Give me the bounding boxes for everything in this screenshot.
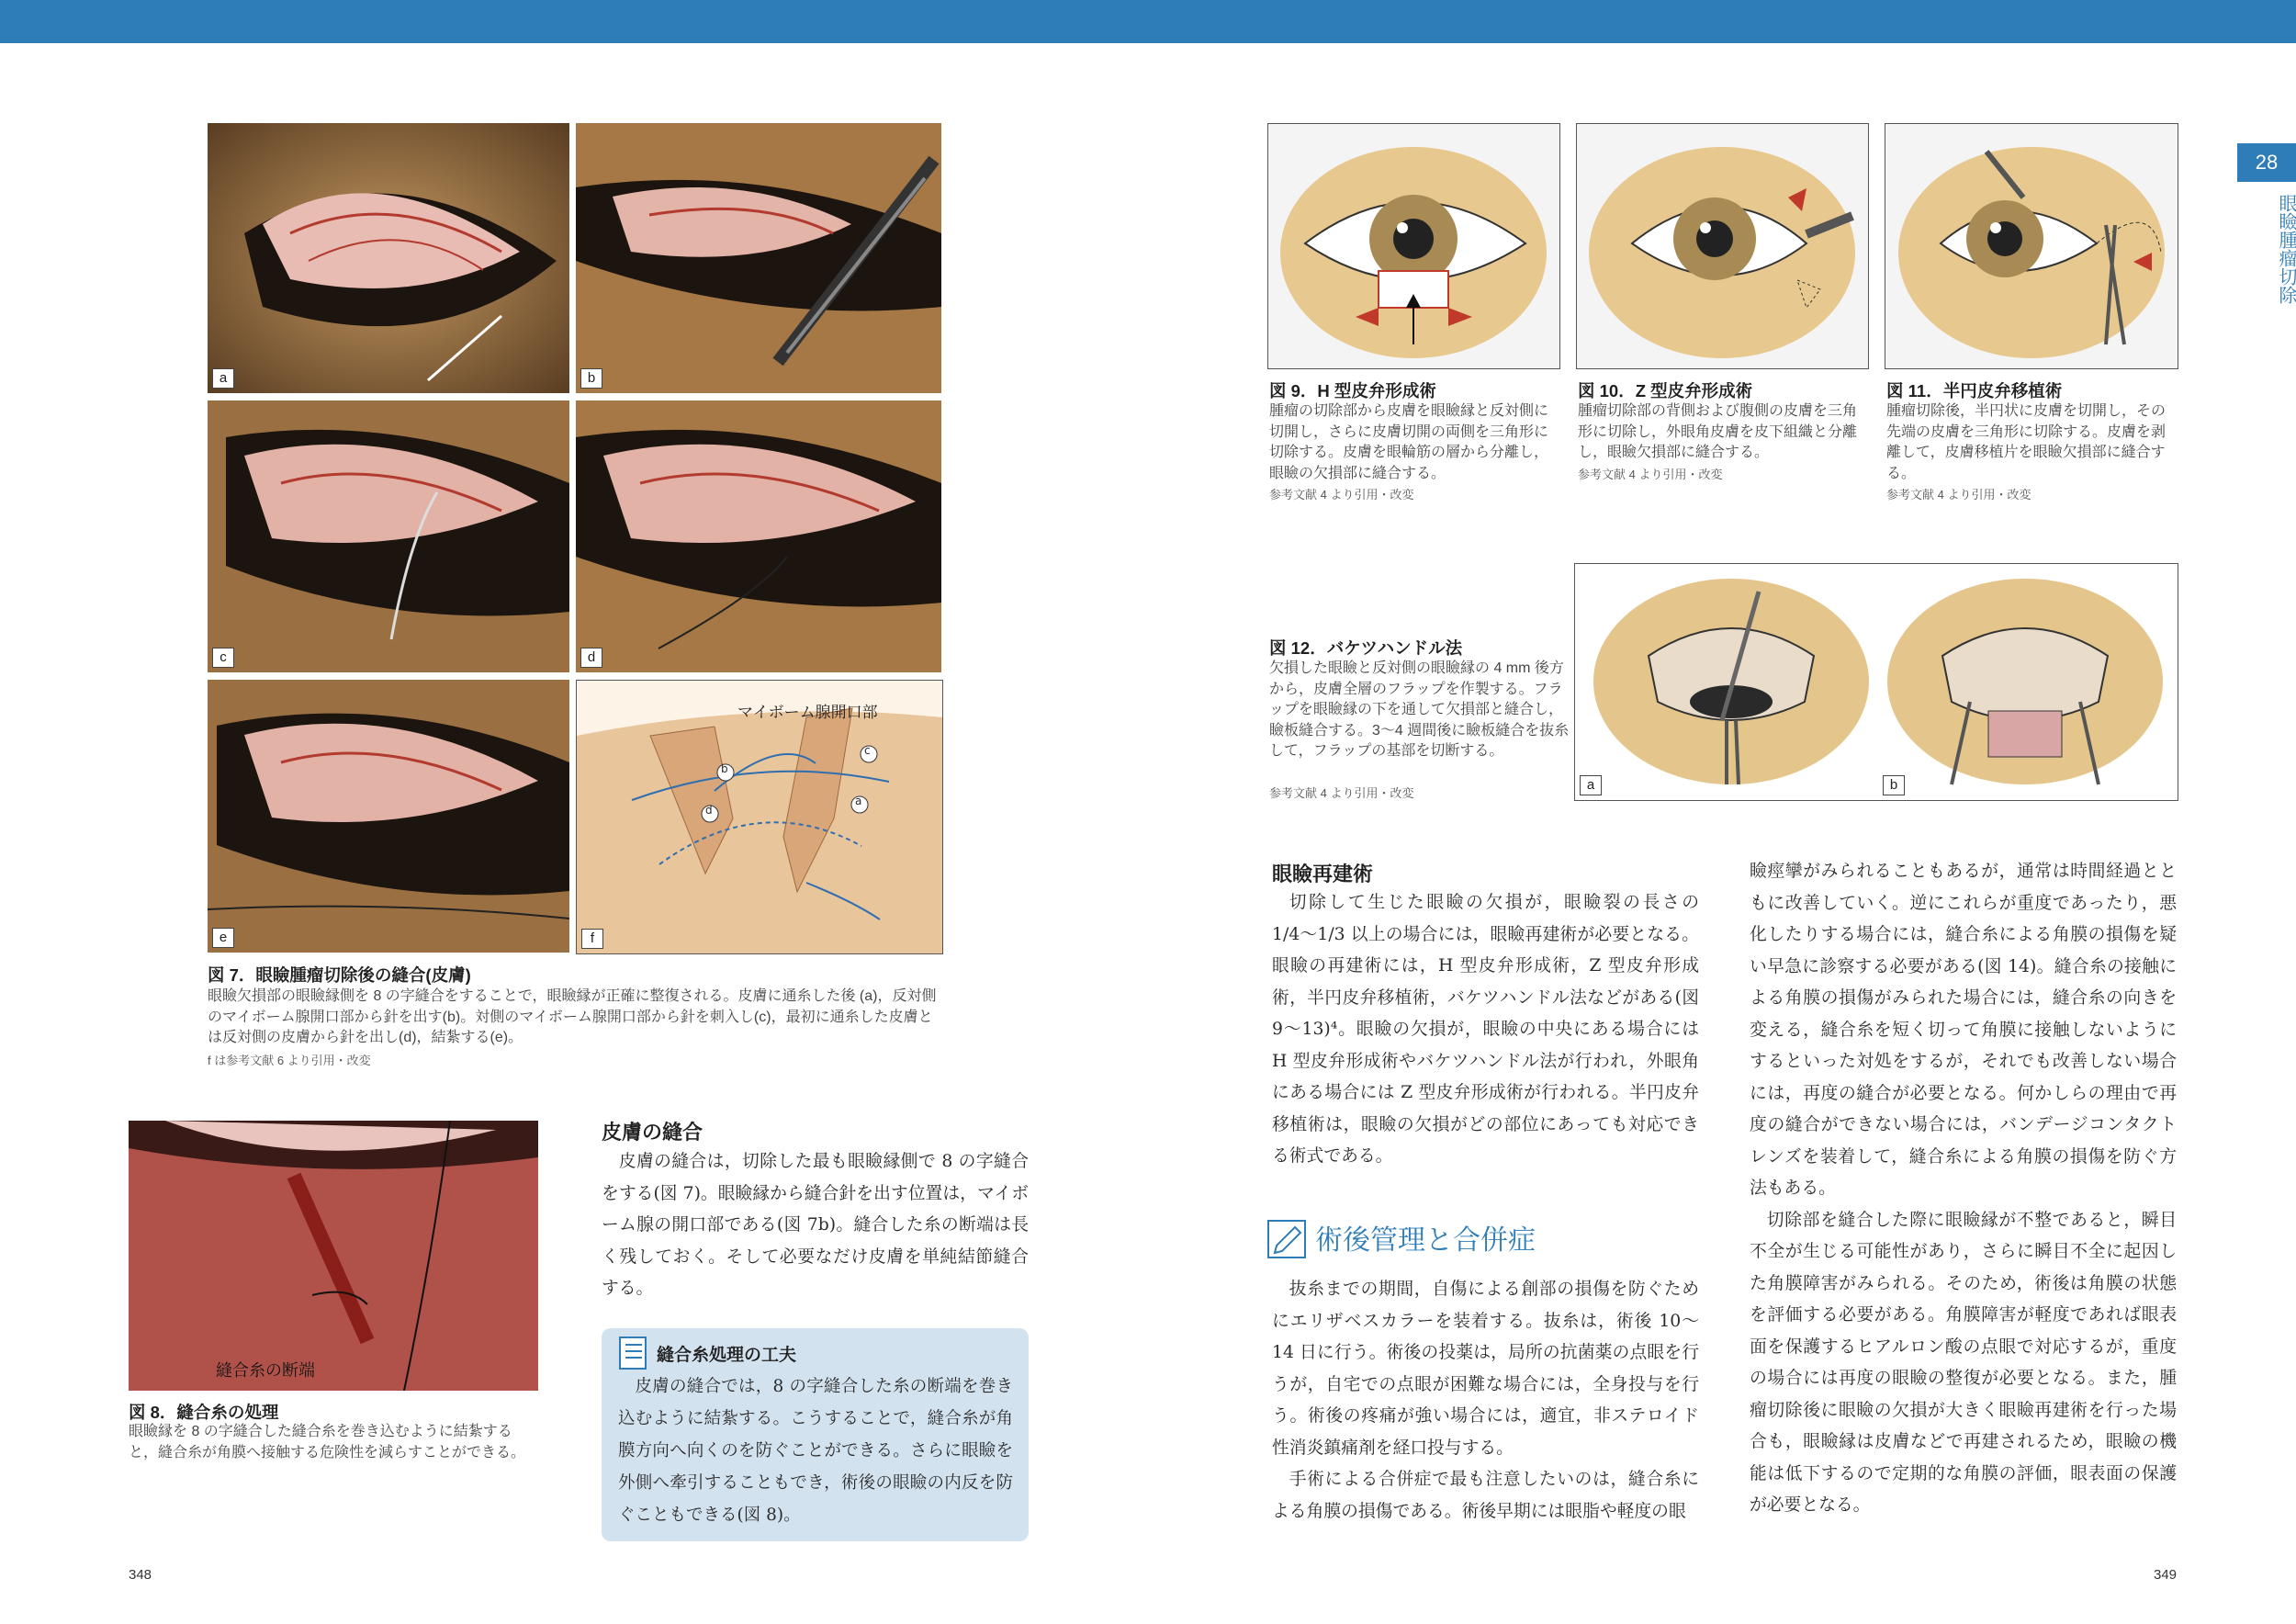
- fig7-marker-b: b: [721, 762, 728, 775]
- fig9-caption: 腫瘤の切除部から皮膚を眼瞼縁と反対側に切開し，さらに皮膚切開の両側を三角形に切除する。皮膚を眼輪筋の層から分離し，眼瞼の欠損部に縫合する。: [1269, 403, 1549, 481]
- chapter-title-vertical: 眼瞼腫瘤切除: [2276, 193, 2296, 304]
- fig7-label-a: a: [212, 368, 234, 389]
- fig10-illustration: [1576, 123, 1869, 369]
- fig7-marker-a: a: [855, 795, 862, 807]
- postop-paragraph-1: 抜糸までの期間，自傷による創部の損傷を防ぐためにエリザベスカラーを装着する。抜糸は，術後 10〜14 日に行う。術後の投薬は，局所の抗菌薬の点眼を行うが，自宅での点眼が困難な場合には，全身投与を行う。術後の疼痛が強い場合には，適宜，非ステロイド性消炎鎮痛剤を経口投与する。: [1272, 1280, 1699, 1458]
- fig8-photo: [129, 1121, 538, 1391]
- fig7-diagram-label: マイボーム腺開口部: [737, 704, 878, 721]
- reconstruction-text: [1272, 887, 1699, 1173]
- fig7-label-d: d: [580, 648, 602, 668]
- right-column-text: [1750, 856, 2177, 1522]
- fig12-label-b: b: [1883, 775, 1905, 795]
- fig8-title: 図 8．縫合糸の処理: [129, 1403, 279, 1422]
- fig7-label-f: f: [581, 929, 603, 949]
- page-number-right: 349: [2154, 1567, 2178, 1583]
- top-color-bar: [0, 0, 2296, 43]
- reconstruction-paragraph: 切除して生じた眼瞼の欠損が，眼瞼裂の長さの 1/4〜1/3 以上の場合には，眼瞼再建術が必要となる。眼瞼の再建術には，H 型皮弁形成術，Z 型皮弁形成術，半円皮弁移植術，バケツハンドル法などがある(図 9〜13)⁴。眼瞼の欠損が，眼瞼の中央にある場合には H 型皮弁形成術やバケツハンドル法が行われ，外眼角にある場合には Z 型皮弁形成術が行われる。半円皮弁移植術は，眼瞼の欠損がどの部位にあっても対応できる術式である。: [1272, 893, 1699, 1166]
- pen-icon: [1267, 1220, 1306, 1258]
- fig11-illustration: [1885, 123, 2178, 369]
- fig9-title: 図 9．H 型皮弁形成術: [1269, 381, 1436, 400]
- postop-text: [1272, 1274, 1699, 1528]
- fig8-caption: 眼瞼縁を 8 の字縫合した縫合糸を巻き込むように結紮すると，縫合糸が角膜へ接触する危険性を減らすことができる。: [129, 1424, 526, 1460]
- fig7-photo-d: [576, 400, 941, 672]
- tip-box: [602, 1328, 1029, 1541]
- fig7-photo-b: [576, 123, 941, 393]
- fig7-marker-d: d: [705, 804, 713, 817]
- fig7-label-b: b: [580, 368, 602, 389]
- fig11-caption: 腫瘤切除後，半円状に皮膚を切開し，その先端の皮膚を三角形に切除する。皮膚を剥離して，皮膚移植片を眼瞼欠損部に縫合する。: [1886, 403, 2167, 481]
- fig10-title: 図 10．Z 型皮弁形成術: [1578, 381, 1753, 400]
- fig9-illustration: [1267, 123, 1560, 369]
- fig7-label-c: c: [212, 648, 234, 668]
- fig12-illustration: [1574, 563, 2178, 801]
- right-column-paragraph-1: 瞼痙攣がみられることもあるが，通常は時間経過とともに改善していく。逆にこれらが重度であったり，悪化したりする場合には，縫合糸による角膜の損傷を疑い早急に診察する必要がある(図 14)。縫合糸の接触による角膜の損傷がみられた場合には，縫合糸の向きを変える，縫合糸を短く切って角膜に接触しないようにするといった対処をするが，それでも改善しない場合には，再度の縫合が必要となる。何かしらの理由で再度の縫合ができない場合には，バンデージコンタクトレンズを装着して，縫合糸による角膜の損傷を防ぐ方法もある。: [1750, 862, 2177, 1198]
- skin-suture-heading: 皮膚の縫合: [602, 1121, 703, 1144]
- tip-title: 縫合糸処理の工夫: [657, 1346, 797, 1365]
- fig7-label-e: e: [212, 928, 234, 948]
- fig12-label-a: a: [1580, 775, 1602, 795]
- skin-suture-paragraph: 皮膚の縫合は，切除した最も眼瞼縁側で 8 の字縫合をする(図 7)。眼瞼縁から縫合針を出す位置は，マイボーム腺の開口部である(図 7b)。縫合した糸の断端は長く残しておく。そして必要なだけ皮膚を単純結節縫合する。: [602, 1152, 1029, 1298]
- reconstruction-heading: 眼瞼再建術: [1272, 863, 1374, 885]
- fig9-ref: 参考文献 4 より引用・改変: [1269, 488, 1414, 502]
- fig7-caption: 眼瞼欠損部の眼瞼縁側を 8 の字縫合をすることで，眼瞼縁が正確に整復される。皮膚に通糸した後 (a)，反対側のマイボーム腺開口部から針を出す(b)。対側のマイボーム腺開口部から針を刺入し(c)，最初に通糸した皮膚とは反対側の皮膚から針を出し(d)，結紮する(e)。: [208, 988, 937, 1045]
- fig12-title: 図 12．バケツハンドル法: [1269, 638, 1463, 658]
- fig10-ref: 参考文献 4 より引用・改変: [1578, 468, 1723, 481]
- fig11-ref: 参考文献 4 より引用・改変: [1886, 488, 2032, 502]
- postop-paragraph-2: 手術による合併症で最も注意したいのは，縫合糸による角膜の損傷である。術後早期には眼脂や軽度の眼: [1272, 1470, 1699, 1521]
- chapter-number-tab: 28: [2237, 143, 2296, 182]
- postop-heading: 術後管理と合併症: [1315, 1225, 1536, 1256]
- page-number-left: 348: [129, 1567, 152, 1583]
- tip-body: [618, 1370, 1013, 1531]
- fig7-photo-c: [208, 400, 569, 672]
- right-column-paragraph-2: 切除部を縫合した際に眼瞼縁が不整であると，瞬目不全が生じる可能性があり，さらに瞬目不全に起因した角膜障害がみられる。そのため，術後は角膜の状態を評価する必要がある。角膜障害が軽度であれば眼表面を保護するヒアルロン酸の点眼で対応するが，重度の場合には再度の眼瞼の整復が必要となる。また，腫瘤切除後に眼瞼の欠損が大きく眼瞼再建術を行った場合も，眼瞼縁は皮膚などで再建されるため，眼瞼の機能は低下するので定期的な角膜の評価，眼表面の保護が必要となる。: [1750, 1210, 2177, 1515]
- tip-paragraph: 皮膚の縫合では，8 の字縫合した糸の断端を巻き込むように結紮する。こうすることで，縫合糸が角膜方向へ向くのを防ぐことができる。さらに眼瞼を外側へ牽引することもでき，術後の眼瞼の内反を防ぐこともできる(図 8)。: [618, 1377, 1013, 1525]
- fig7-title: 図 7．眼瞼腫瘤切除後の縫合(皮膚): [208, 965, 471, 985]
- fig11-title: 図 11．半円皮弁移植術: [1886, 381, 2063, 400]
- fig7-diagram-f: [576, 680, 943, 954]
- fig7-photo-a: [208, 123, 569, 393]
- fig12-ref: 参考文献 4 より引用・改変: [1269, 786, 1414, 800]
- fig7-photo-e: [208, 680, 569, 953]
- fig8-annotation: 縫合糸の断端: [216, 1361, 315, 1380]
- fig7-marker-c: c: [864, 744, 871, 757]
- fig10-caption: 腫瘤切除部の背側および腹側の皮膚を三角形に切除し，外眼角皮膚を皮下組織と分離し，眼瞼欠損部に縫合する。: [1578, 403, 1858, 460]
- notebook-icon: [616, 1336, 651, 1372]
- fig7-ref: f は参考文献 6 より引用・改変: [208, 1054, 371, 1067]
- skin-suture-text: [602, 1146, 1029, 1305]
- fig12-caption: 欠損した眼瞼と反対側の眼瞼縁の 4 mm 後方から，皮膚全層のフラップを作製する。フラップを眼瞼縁の下を通して欠損部と縫合し，瞼板縫合する。3〜4 週間後に瞼板縫合を抜糸して，フラップの基部を切断する。: [1269, 660, 1570, 759]
